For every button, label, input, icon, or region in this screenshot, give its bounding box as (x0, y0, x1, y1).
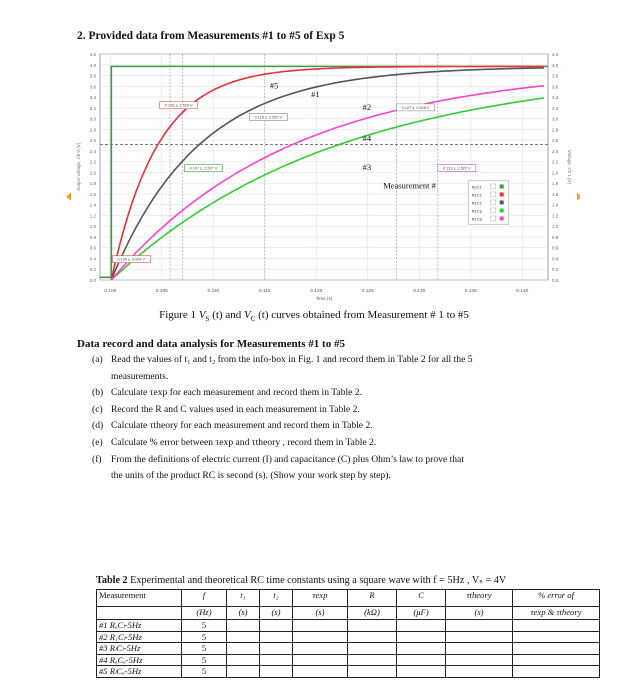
series-annotation: #1 (311, 89, 320, 100)
table-row (97, 631, 600, 643)
instruction-text: Calculate % error between τexp and τtheory , record them in Table 2. (111, 436, 377, 448)
blank-cell[interactable] (397, 643, 446, 655)
table-header: Measurement (97, 590, 182, 607)
blank-cell[interactable] (348, 620, 397, 632)
y-tick-label-right: 0.8 (552, 234, 559, 240)
blank-cell[interactable] (513, 654, 600, 666)
instruction-item (92, 402, 562, 419)
table-subheader: (s) (293, 607, 348, 620)
instruction-item (92, 435, 562, 452)
x-tick-label: 0.100 (104, 289, 117, 294)
blank-cell[interactable] (397, 631, 446, 643)
series-annotation: #2 (362, 101, 372, 112)
blank-cell[interactable] (348, 631, 397, 643)
x-tick-label: 0.115 (258, 289, 271, 294)
blank-cell[interactable] (227, 666, 260, 678)
y-axis-label-right: Voltage, Ch 1 (V) (567, 149, 572, 185)
x-tick-label: 0.105 (155, 289, 168, 294)
y-tick-label-right: 3.2 (552, 105, 559, 111)
y-tick-label: 1.6 (89, 191, 96, 197)
infobox-text: 0.107 s, 2.527 V (189, 166, 218, 171)
y-tick-label: 2.4 (89, 148, 96, 154)
blank-cell[interactable] (348, 643, 397, 655)
table-header: t₂ (260, 590, 293, 607)
y-tick-label-right: 1.6 (552, 191, 559, 197)
legend-checkbox (491, 208, 496, 213)
x-tick-label: 0.120 (310, 289, 323, 294)
x-tick-label: 0.140 (516, 289, 529, 294)
y-tick-label-right: 0.0 (552, 278, 559, 283)
blank-cell[interactable] (397, 654, 446, 666)
legend-checkbox (491, 216, 496, 221)
y-tick-label: 3.8 (89, 73, 96, 79)
legend-checkbox (491, 184, 496, 189)
series-annotation: Measurement # (383, 180, 436, 191)
table-row (97, 620, 600, 632)
y-tick-label-right: 3.4 (552, 95, 559, 101)
legend-checkbox (491, 200, 496, 205)
instruction-list (92, 352, 562, 485)
measurement-cell: #2 R₁Cₗ-5Hz (97, 631, 182, 643)
measurement-cell: #3 RₗCₗ-5Hz (97, 643, 182, 655)
table-subheader: (s) (260, 607, 293, 620)
table-subheader: (kΩ) (348, 607, 397, 620)
y-tick-label: 1.4 (89, 202, 96, 208)
instruction-label: (b) (92, 387, 104, 399)
infobox-text: 0.115 s, 2.520 V (254, 115, 283, 120)
instruction-item (92, 385, 562, 402)
figure-caption-mid: (t) and (212, 309, 242, 321)
blank-cell[interactable] (446, 643, 513, 655)
measurement-cell: #4 RₐCₐ-5Hz (97, 654, 182, 666)
x-tick-label: 0.130 (413, 289, 426, 294)
figure-caption (0, 309, 628, 323)
series-annotation: #4 (362, 133, 372, 144)
y-tick-label-right: 1.2 (552, 213, 559, 219)
y-tick-label: 0.0 (89, 278, 96, 283)
rc-chart (60, 50, 580, 310)
y-tick-label-right: 3.0 (552, 116, 559, 122)
table-subheader: (Hz) (182, 607, 227, 620)
blank-cell[interactable] (513, 643, 600, 655)
x-axis-label: Time (s) (315, 296, 333, 301)
frequency-cell: 5 (182, 620, 227, 632)
plot-area (100, 54, 548, 280)
x-tick-label: 0.125 (361, 289, 374, 294)
y-tick-label-right: 4.0 (552, 62, 559, 68)
y-tick-label-right: 3.6 (552, 84, 559, 90)
blank-cell[interactable] (227, 654, 260, 666)
blank-cell[interactable] (513, 666, 600, 678)
table-header: τexp (293, 590, 348, 607)
y-tick-label: 0.4 (89, 256, 96, 262)
instruction-text: Calculate τexp for each measurement and record them in Table 2. (111, 387, 363, 399)
instruction-item (92, 352, 562, 369)
y-tick-label-right: 2.0 (552, 170, 559, 176)
y-tick-label-right: 2.4 (552, 148, 559, 154)
blank-cell[interactable] (260, 631, 293, 643)
y-tick-label: 2.0 (89, 170, 96, 176)
y-tick-label: 3.6 (89, 84, 96, 90)
y-tick-label: 2.8 (89, 127, 96, 133)
blank-cell[interactable] (227, 620, 260, 632)
x-tick-label: 0.110 (207, 289, 220, 294)
y-tick-label: 3.0 (89, 116, 96, 122)
table-header: t₁ (227, 590, 260, 607)
section-heading: 2. Provided data from Measurements #1 to #5 of Exp 5 (77, 30, 345, 42)
rc-table (96, 589, 600, 678)
y-tick-label-right: 0.6 (552, 245, 559, 251)
y-tick-label-right: 1.4 (552, 202, 559, 208)
legend-swatch (500, 208, 504, 212)
blank-cell[interactable] (446, 631, 513, 643)
legend-swatch (500, 184, 504, 188)
table-caption (96, 575, 506, 586)
blank-cell[interactable] (293, 654, 348, 666)
right-axis-marker (577, 193, 580, 201)
y-tick-label-right: 1.0 (552, 224, 559, 230)
legend-label: R1C1 (471, 192, 482, 198)
legend-checkbox (491, 192, 496, 197)
frequency-cell: 5 (182, 643, 227, 655)
y-tick-label-right: 4.2 (552, 52, 559, 57)
legend-label: R1Cp (471, 208, 482, 214)
instruction-text: Read the values of t₁ and t₂ from the info-box in Fig. 1 and record them in Table 2 for all the 5 (111, 354, 473, 365)
table-header: R (348, 590, 397, 607)
frequency-cell: 5 (182, 631, 227, 643)
table-subheader: (s) (227, 607, 260, 620)
legend-swatch (500, 192, 504, 196)
infobox-text: 0.100 s, 0.004 V (117, 257, 146, 262)
table-caption-text: Experimental and theoretical RC time constants using a square wave with f = 5Hz , Vₛ = 4V (127, 575, 507, 586)
instruction-text: From the definitions of electric current (I) and capacitance (C) plus Ohm’s law to prove that (111, 453, 464, 465)
blank-cell[interactable] (260, 666, 293, 678)
instruction-text: the units of the product RC is second (s). (Show your work step by step). (111, 470, 391, 482)
y-tick-label: 1.8 (89, 181, 96, 187)
infobox-text: 0.106 s, 2.529 V (164, 103, 193, 108)
table-subheader (97, 607, 182, 620)
legend-label: PpC1 (471, 184, 482, 190)
table-header: % error of (513, 590, 600, 607)
instruction-label: (e) (92, 436, 103, 448)
y-tick-label-right: 3.8 (552, 73, 559, 79)
table-row (97, 654, 600, 666)
blank-cell[interactable] (446, 620, 513, 632)
blank-cell[interactable] (293, 666, 348, 678)
analysis-title: Data record and data analysis for Measurements #1 to #5 (77, 338, 345, 350)
y-tick-label: 0.2 (89, 267, 96, 273)
infobox-text: 0.127 s, 2.528 V (401, 105, 430, 110)
instruction-text: Calculate τtheory for each measurement and record them in Table 2. (111, 420, 373, 432)
y-tick-label: 3.2 (89, 105, 96, 111)
y-axis-label: Output voltage, Ch 0 (V) (76, 142, 81, 192)
y-tick-label-right: 2.6 (552, 138, 559, 144)
y-tick-label: 2.6 (89, 138, 96, 144)
blank-cell[interactable] (513, 620, 600, 632)
table-header: τtheory (446, 590, 513, 607)
y-tick-label: 0.6 (89, 245, 96, 251)
blank-cell[interactable] (446, 654, 513, 666)
series-annotation: #3 (362, 162, 372, 173)
instruction-item (92, 452, 562, 469)
figure-caption-prefix: Figure 1 (159, 309, 197, 321)
y-tick-label: 2.2 (89, 159, 96, 165)
frequency-cell: 5 (182, 654, 227, 666)
figure-caption-vc: V (243, 309, 251, 321)
blank-cell[interactable] (446, 666, 513, 678)
figure-caption-suffix: (t) curves obtained from Measurement # 1 to #5 (258, 309, 469, 321)
blank-cell[interactable] (397, 666, 446, 678)
y-tick-label-right: 2.2 (552, 159, 559, 165)
instruction-label: (c) (92, 403, 103, 415)
measurement-cell: #1 RₐCₗ-5Hz (97, 620, 182, 632)
y-tick-label: 1.2 (89, 213, 96, 219)
y-tick-label-right: 2.8 (552, 127, 559, 133)
blank-cell[interactable] (227, 631, 260, 643)
blank-cell[interactable] (293, 631, 348, 643)
blank-cell[interactable] (260, 620, 293, 632)
blank-cell[interactable] (293, 620, 348, 632)
y-tick-label-right: 0.4 (552, 256, 559, 262)
y-tick-label: 4.0 (89, 62, 96, 68)
x-tick-label: 0.135 (464, 289, 477, 294)
figure-caption-vc-sub: C (250, 315, 256, 324)
table-header: f (182, 590, 227, 607)
legend-label: R1Ca (471, 216, 482, 222)
instruction-label: (a) (92, 354, 103, 365)
y-tick-label: 0.8 (89, 234, 96, 240)
y-tick-label-right: 1.8 (552, 181, 559, 187)
y-tick-label: 3.4 (89, 95, 96, 101)
instruction-text: measurements. (111, 370, 169, 382)
blank-cell[interactable] (227, 643, 260, 655)
table-subheader: τexp & τtheory (513, 607, 600, 620)
left-axis-marker (66, 193, 71, 201)
y-tick-label: 1.0 (89, 224, 96, 230)
figure-caption-vs: V (198, 309, 206, 321)
measurement-cell: #5 RₗCₐ-5Hz (97, 666, 182, 678)
blank-cell[interactable] (260, 643, 293, 655)
blank-cell[interactable] (348, 654, 397, 666)
blank-cell[interactable] (348, 666, 397, 678)
table-row (97, 666, 600, 678)
frequency-cell: 5 (182, 666, 227, 678)
blank-cell[interactable] (513, 631, 600, 643)
table-subheader: (μF) (397, 607, 446, 620)
instruction-item (92, 418, 562, 435)
instruction-label: (f) (92, 453, 102, 465)
table-header: C (397, 590, 446, 607)
y-tick-label-right: 0.2 (552, 267, 559, 273)
blank-cell[interactable] (397, 620, 446, 632)
table-subheader: (s) (446, 607, 513, 620)
instruction-item (92, 468, 562, 485)
legend-swatch (500, 216, 504, 220)
instruction-item (92, 369, 562, 386)
table-caption-label: Table 2 (96, 575, 128, 586)
instruction-text: Record the R and C values used in each measurement in Table 2. (111, 403, 360, 415)
legend-swatch (500, 200, 504, 204)
figure-caption-vs-sub: S (205, 315, 210, 324)
infobox-text: 0.131 s, 2.522 V (442, 166, 471, 171)
legend-label: R1C1 (471, 200, 482, 206)
instruction-label: (d) (92, 420, 104, 432)
table-row (97, 643, 600, 655)
y-tick-label: 4.2 (89, 52, 96, 57)
blank-cell[interactable] (293, 643, 348, 655)
series-annotation: #5 (269, 80, 279, 91)
blank-cell[interactable] (260, 654, 293, 666)
